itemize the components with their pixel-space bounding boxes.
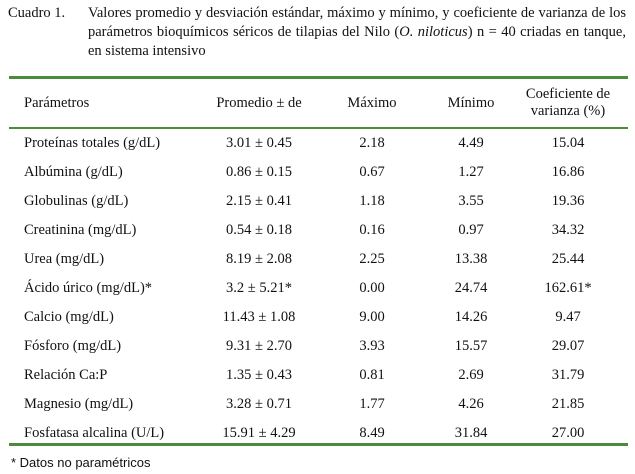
cell-promedio: 0.54 ± 0.18: [226, 222, 292, 238]
caption-text-before: Valores promedio y desviación estándar, máximo y mínimo, y coeficiente de varianza de los parámetros bioquímicos séricos de tilapias del Nilo (: [88, 5, 626, 40]
header-coeficiente-line2: varianza (%): [530, 103, 606, 119]
header-coeficiente: [500, 80, 635, 126]
cell-promedio: 0.86 ± 0.15: [226, 164, 292, 180]
cell-promedio: 11.43 ± 1.08: [222, 309, 296, 325]
cell-parametro: Urea (mg/dL): [24, 251, 105, 267]
cell-minimo: 15.57: [454, 338, 488, 354]
cell-maximo: 8.49: [359, 425, 385, 441]
cell-maximo: 0.67: [359, 164, 385, 180]
cell-cv: 162.61*: [544, 280, 592, 296]
header-minimo: Mínimo: [447, 94, 495, 111]
cell-cv: 16.86: [551, 164, 585, 180]
cell-maximo: 2.25: [359, 251, 385, 267]
cell-cv: 29.07: [551, 338, 585, 354]
cell-maximo: 1.18: [359, 193, 385, 209]
table-bottom-rule: [9, 443, 628, 446]
table-footnote: * Datos no paramétricos: [11, 455, 151, 470]
cell-cv: 27.00: [551, 425, 585, 441]
cell-minimo: 3.55: [458, 193, 484, 209]
table-row: [0, 216, 635, 245]
cell-parametro: Magnesio (mg/dL): [24, 396, 134, 412]
cell-promedio: 9.31 ± 2.70: [226, 338, 292, 354]
cell-cv: 25.44: [551, 251, 585, 267]
cell-minimo: 4.26: [458, 396, 484, 412]
cell-maximo: 0.16: [359, 222, 385, 238]
cell-maximo: 1.77: [359, 396, 385, 412]
cell-cv: 34.32: [551, 222, 585, 238]
table-row: [0, 158, 635, 187]
cell-minimo: 1.27: [458, 164, 484, 180]
table-row: [0, 332, 635, 361]
table-top-rule: [9, 76, 628, 79]
cell-minimo: 0.97: [458, 222, 484, 238]
caption-text: [88, 4, 626, 61]
cell-maximo: 3.93: [359, 338, 385, 354]
header-parametros: Parámetros: [24, 94, 90, 111]
cell-parametro: Calcio (mg/dL): [24, 309, 114, 325]
header-maximo: Máximo: [347, 94, 397, 111]
cell-maximo: 0.00: [359, 280, 385, 296]
cell-minimo: 13.38: [454, 251, 488, 267]
cell-parametro: Albúmina (g/dL): [24, 164, 123, 180]
cell-maximo: 0.81: [359, 367, 385, 383]
cell-cv: 9.47: [555, 309, 581, 325]
header-coeficiente-line1: Coeficiente de: [525, 86, 611, 102]
cell-promedio: 15.91 ± 4.29: [222, 425, 296, 441]
table-caption: [8, 4, 626, 61]
cell-minimo: 24.74: [454, 280, 488, 296]
cell-promedio: 8.19 ± 2.08: [226, 251, 292, 267]
cell-promedio: 3.2 ± 5.21*: [226, 280, 292, 296]
cell-promedio: 1.35 ± 0.43: [226, 367, 292, 383]
cell-minimo: 4.49: [458, 135, 484, 151]
cell-maximo: 9.00: [359, 309, 385, 325]
cell-minimo: 14.26: [454, 309, 488, 325]
table-row: [0, 303, 635, 332]
cell-parametro: Fósforo (mg/dL): [24, 338, 122, 354]
cell-minimo: 2.69: [458, 367, 484, 383]
cell-parametro: Creatinina (mg/dL): [24, 222, 137, 238]
table-row: [0, 129, 635, 158]
cell-cv: 31.79: [551, 367, 585, 383]
cell-cv: 19.36: [551, 193, 585, 209]
table-row: [0, 245, 635, 274]
cell-promedio: 3.28 ± 0.71: [226, 396, 292, 412]
caption-text-after: ) n = 40 criadas en tanque, en sistema intensivo: [88, 24, 626, 59]
cell-promedio: 3.01 ± 0.45: [226, 135, 292, 151]
cell-cv: 15.04: [551, 135, 585, 151]
caption-label: Cuadro 1.: [8, 5, 66, 21]
table-row: [0, 187, 635, 216]
cell-maximo: 2.18: [359, 135, 385, 151]
header-promedio: Promedio ± de: [216, 94, 302, 111]
cell-parametro: Globulinas (g/dL): [24, 193, 129, 209]
cell-promedio: 2.15 ± 0.41: [226, 193, 292, 209]
cell-parametro: Relación Ca:P: [24, 367, 108, 383]
caption-species: O. niloticus: [399, 24, 468, 40]
table-row: [0, 390, 635, 419]
cell-cv: 21.85: [551, 396, 585, 412]
cell-parametro: Proteínas totales (g/dL): [24, 135, 161, 151]
cell-minimo: 31.84: [454, 425, 488, 441]
table-row: [0, 274, 635, 303]
cell-parametro: Fosfatasa alcalina (U/L): [24, 425, 165, 441]
table-row: [0, 361, 635, 390]
cell-parametro: Ácido úrico (mg/dL)*: [24, 280, 153, 296]
